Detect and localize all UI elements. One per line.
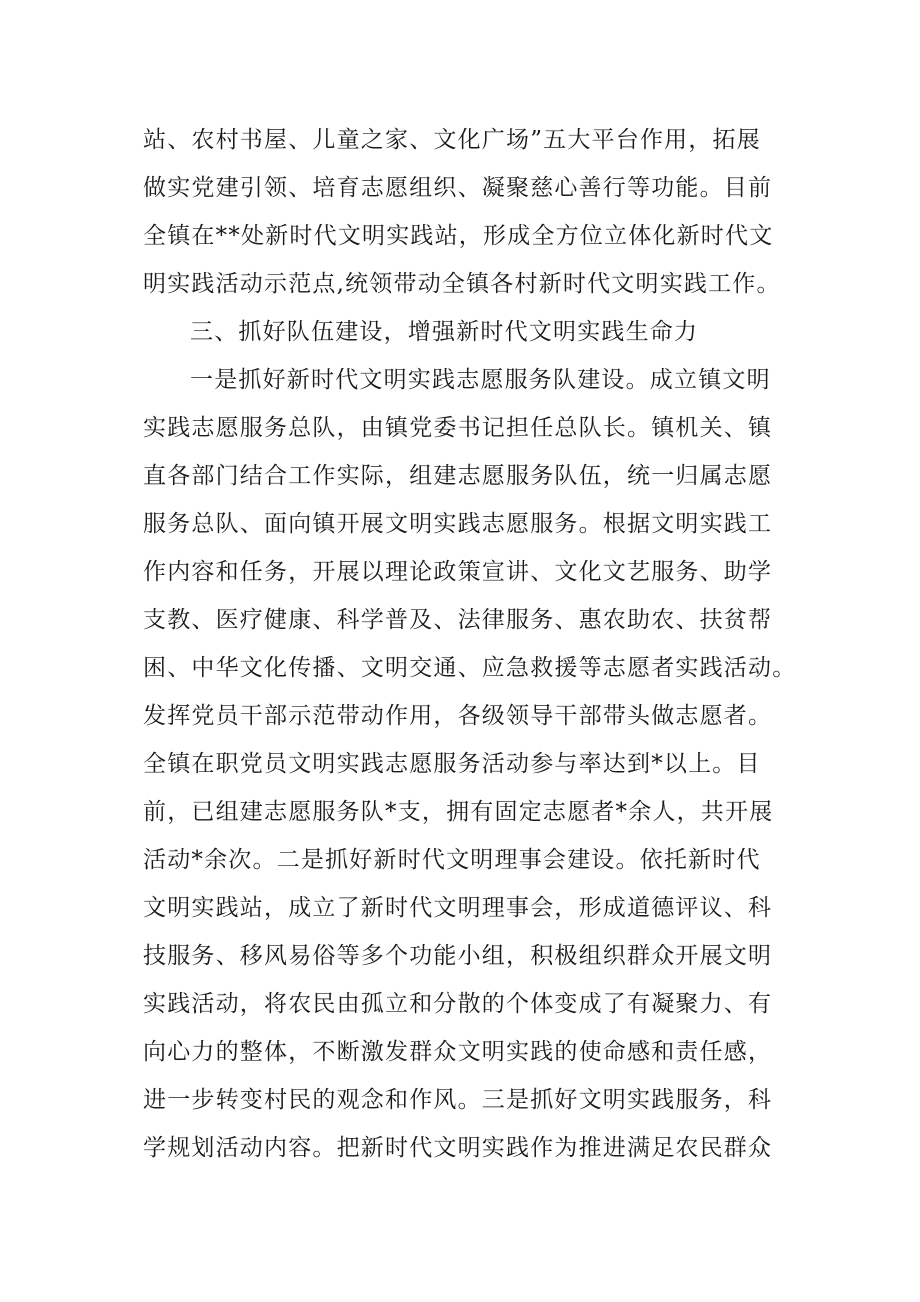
paragraph-line: 前，已组建志愿服务队*支，拥有固定志愿者*余人，共开展 (143, 799, 774, 825)
section-heading: 三、抓好队伍建设，增强新时代文明实践生命力 (190, 319, 699, 345)
paragraph-line: 实践活动，将农民由孤立和分散的个体变成了有凝聚力、有 (143, 991, 773, 1017)
paragraph-line: 全镇在**处新时代文明实践站，形成全方位立体化新时代文 (143, 223, 774, 249)
paragraph-line: 实践志愿服务总队，由镇党委书记担任总队长。镇机关、镇 (143, 415, 773, 441)
paragraph-line: 活动*余次。二是抓好新时代文明理事会建设。依托新时代 (143, 847, 761, 873)
document-body (143, 116, 797, 1172)
paragraph-line: 直各部门结合工作实际，组建志愿服务队伍，统一归属志愿 (143, 463, 773, 489)
paragraph-line: 全镇在职党员文明实践志愿服务活动参与率达到*以上。目 (143, 751, 761, 777)
paragraph-line: 支教、医疗健康、科学普及、法律服务、惠农助农、扶贫帮 (143, 607, 773, 633)
paragraph-line: 做实党建引领、培育志愿组织、凝聚慈心善行等功能。目前 (143, 175, 773, 201)
paragraph-line: 困、中华文化传播、文明交通、应急救援等志愿者实践活动。 (143, 655, 797, 681)
paragraph-first-line: 一是抓好新时代文明实践志愿服务队建设。成立镇文明 (190, 367, 771, 393)
paragraph-line: 向心力的整体，不断激发群众文明实践的使命感和责任感， (143, 1039, 773, 1065)
paragraph-line: 作内容和任务，开展以理论政策宣讲、文化文艺服务、助学 (143, 559, 773, 585)
paragraph-line: 发挥党员干部示范带动作用，各级领导干部带头做志愿者。 (143, 703, 773, 729)
paragraph-line: 服务总队、面向镇开展文明实践志愿服务。根据文明实践工 (143, 511, 773, 537)
paragraph-line: 站、农村书屋、儿童之家、文化广场”五大平台作用，拓展 (143, 127, 761, 153)
paragraph-line: 进一步转变村民的观念和作风。三是抓好文明实践服务，科 (143, 1087, 773, 1113)
paragraph-line: 学规划活动内容。把新时代文明实践作为推进满足农民群众 (143, 1135, 773, 1161)
paragraph-line: 文明实践站，成立了新时代文明理事会，形成道德评议、科 (143, 895, 773, 921)
paragraph-line: 技服务、移风易俗等多个功能小组，积极组织群众开展文明 (143, 943, 773, 969)
paragraph-line: 明实践活动示范点,统领带动全镇各村新时代文明实践工作。 (143, 271, 781, 297)
